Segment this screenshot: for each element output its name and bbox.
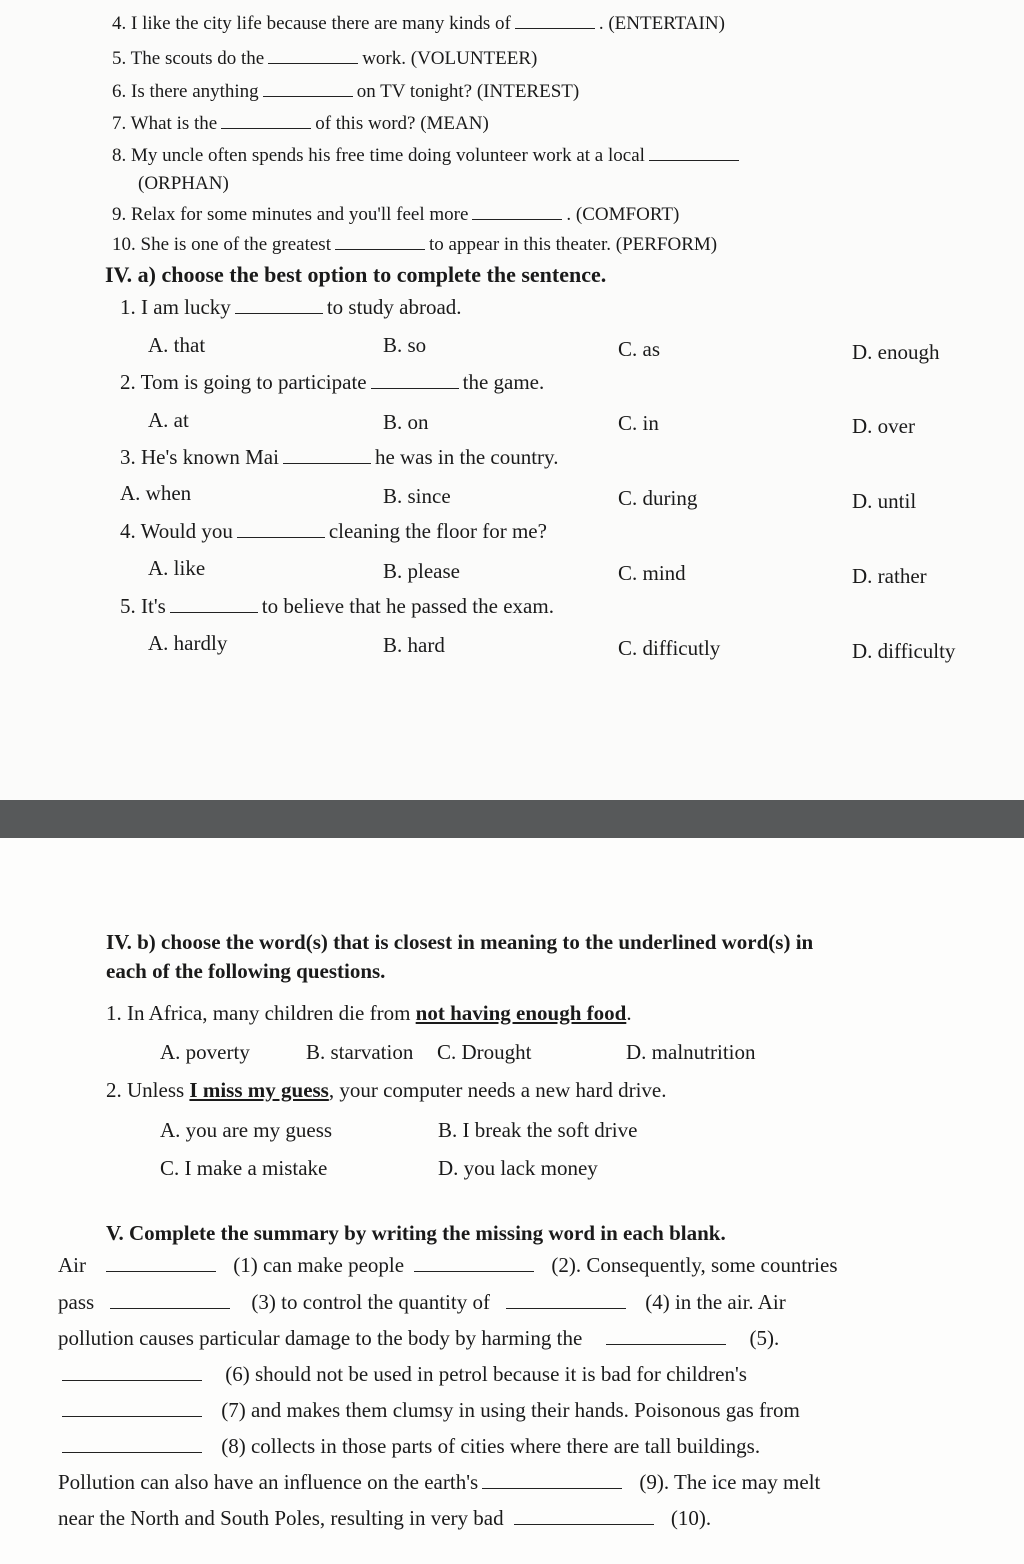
item-text: Relax for some minutes and you'll feel more (131, 204, 469, 225)
answer-blank[interactable] (170, 594, 258, 613)
item-text: . (ENTERTAIN) (598, 13, 725, 34)
option-a[interactable]: A. like (148, 556, 206, 580)
option-b[interactable]: B. on (383, 410, 429, 434)
option-c[interactable]: C. in (618, 411, 659, 435)
item-number: 6. (112, 81, 127, 102)
question-number: 2. (120, 370, 136, 394)
question-text: he was in the country. (374, 445, 559, 469)
answer-blank-5[interactable] (606, 1326, 726, 1345)
option-d[interactable]: D. rather (852, 564, 927, 588)
question-text: It's (141, 594, 166, 618)
section-heading-v: V. Complete the summary by writing the missing word in each blank. (106, 1221, 726, 1245)
answer-blank-9[interactable] (482, 1470, 622, 1489)
summary-text: (10). (670, 1506, 712, 1530)
summary-text: pass (58, 1290, 95, 1314)
section-heading-ivb-line2: each of the following questions. (106, 959, 386, 983)
item-number: 9. (112, 204, 127, 225)
question-number: 3. (120, 445, 136, 469)
summary-line-3 (58, 1326, 968, 1351)
summary-text: (6) should not be used in petrol because it is bad for children's (225, 1362, 747, 1386)
summary-line-2 (58, 1290, 968, 1315)
question-text: Tom is going to participate (140, 370, 367, 394)
option-b[interactable]: B. so (383, 333, 427, 357)
word-form-item-6 (112, 78, 579, 103)
option-d[interactable]: D. malnutrition (626, 1040, 756, 1064)
question-text: to study abroad. (326, 295, 462, 319)
synonym-question-1 (106, 1001, 632, 1026)
mc-question-2 (120, 370, 544, 395)
answer-blank[interactable] (472, 201, 562, 220)
answer-blank-1[interactable] (106, 1253, 216, 1272)
summary-text: (2). Consequently, some countries (551, 1253, 838, 1277)
item-text: What is the (130, 113, 218, 134)
answer-blank[interactable] (283, 445, 371, 464)
word-form-item-8 (112, 142, 743, 167)
question-text: In Africa, many children die from (127, 1001, 411, 1025)
option-a[interactable]: A. hardly (148, 631, 228, 655)
item-number: 10. (112, 234, 136, 255)
answer-blank-4[interactable] (506, 1290, 626, 1309)
question-text: Would you (140, 519, 233, 543)
item-text: . (COMFORT) (566, 204, 680, 225)
option-d[interactable]: D. difficulty (852, 639, 956, 663)
summary-text: (4) in the air. Air (645, 1290, 786, 1314)
option-b[interactable]: B. starvation (306, 1040, 414, 1064)
answer-blank[interactable] (335, 231, 425, 250)
word-form-item-7 (112, 110, 489, 135)
item-number: 7. (112, 113, 127, 134)
option-c[interactable]: C. I make a mistake (160, 1156, 328, 1180)
summary-text: Air (58, 1253, 86, 1277)
summary-text: Pollution can also have an influence on the earth's (58, 1470, 479, 1494)
question-number: 5. (120, 594, 136, 618)
item-number: 5. (112, 48, 127, 69)
question-number: 1. (120, 295, 136, 319)
question-text: the game. (462, 370, 545, 394)
mc-question-3 (120, 445, 558, 470)
item-text: work. (VOLUNTEER) (362, 48, 538, 69)
question-text: cleaning the floor for me? (328, 519, 547, 543)
summary-line-5 (58, 1398, 968, 1423)
option-c[interactable]: C. Drought (437, 1040, 532, 1064)
word-form-item-10 (112, 231, 717, 256)
summary-text: (3) to control the quantity of (251, 1290, 490, 1314)
question-text: I am lucky (141, 295, 231, 319)
summary-line-8 (58, 1506, 968, 1531)
option-c[interactable]: C. as (618, 337, 660, 361)
option-d[interactable]: D. enough (852, 340, 940, 364)
item-text: I like the city life because there are many kinds of (131, 13, 511, 34)
option-a[interactable]: A. that (148, 333, 206, 357)
summary-line-4 (58, 1362, 968, 1387)
summary-text: (1) can make people (233, 1253, 405, 1277)
option-a[interactable]: A. poverty (160, 1040, 250, 1064)
answer-blank[interactable] (649, 142, 739, 161)
section-heading-iva: IV. a) choose the best option to complete the sentence. (105, 262, 607, 287)
question-text: to believe that he passed the exam. (261, 594, 554, 618)
option-c[interactable]: C. difficutly (618, 636, 721, 660)
option-a[interactable]: A. you are my guess (160, 1118, 333, 1142)
question-text: . (626, 1001, 632, 1025)
answer-blank[interactable] (263, 78, 353, 97)
item-text: on TV tonight? (INTEREST) (356, 81, 580, 102)
item-text: to appear in this theater. (PERFORM) (428, 234, 718, 255)
option-b[interactable]: B. please (383, 559, 460, 583)
word-form-item-5 (112, 45, 537, 70)
option-b[interactable]: B. since (383, 484, 451, 508)
underlined-phrase: I miss my guess (189, 1078, 329, 1102)
underlined-phrase: not having enough food (415, 1001, 627, 1025)
option-b[interactable]: B. hard (383, 633, 445, 657)
mc-question-4 (120, 519, 547, 544)
answer-blank-3[interactable] (110, 1290, 230, 1309)
answer-blank-8[interactable] (62, 1434, 202, 1453)
summary-text: (8) collects in those parts of cities where there are tall buildings. (221, 1434, 761, 1458)
summary-line-7 (58, 1470, 968, 1495)
mc-question-5 (120, 594, 554, 619)
answer-blank[interactable] (221, 110, 311, 129)
option-c[interactable]: C. mind (618, 561, 686, 585)
option-d[interactable]: D. until (852, 489, 917, 513)
summary-line-6 (58, 1434, 968, 1459)
summary-text: (5). (749, 1326, 780, 1350)
question-text: , your computer needs a new hard drive. (328, 1078, 667, 1102)
question-text: He's known Mai (141, 445, 279, 469)
item-text: of this word? (MEAN) (315, 113, 489, 134)
option-a[interactable]: A. at (148, 408, 189, 432)
item-number: 4. (112, 13, 127, 34)
option-d[interactable]: D. over (852, 414, 915, 438)
word-form-item-8-cont: (ORPHAN) (138, 173, 229, 194)
option-d[interactable]: D. you lack money (438, 1156, 598, 1180)
worksheet-page-2 (0, 838, 1024, 1564)
question-number: 2. (106, 1078, 122, 1102)
summary-text: (9). The ice may melt (639, 1470, 821, 1494)
answer-blank-2[interactable] (414, 1253, 534, 1272)
question-text: Unless (127, 1078, 185, 1102)
item-text: Is there anything (131, 81, 259, 102)
summary-text: pollution causes particular damage to the body by harming the (58, 1326, 583, 1350)
option-c[interactable]: C. during (618, 486, 698, 510)
answer-blank[interactable] (268, 45, 358, 64)
answer-blank-10[interactable] (514, 1506, 654, 1525)
summary-text: near the North and South Poles, resulting in very bad (58, 1506, 504, 1530)
answer-blank[interactable] (237, 519, 325, 538)
answer-blank-6[interactable] (62, 1362, 202, 1381)
option-b[interactable]: B. I break the soft drive (438, 1118, 638, 1142)
item-text: My uncle often spends his free time doing volunteer work at a local (131, 145, 645, 166)
word-form-item-4 (112, 10, 725, 35)
summary-line-1 (58, 1253, 968, 1278)
question-number: 4. (120, 519, 136, 543)
mc-question-1 (120, 295, 462, 320)
option-a[interactable]: A. when (120, 481, 192, 505)
item-text: The scouts do the (130, 48, 265, 69)
answer-blank[interactable] (515, 10, 595, 29)
answer-blank[interactable] (235, 295, 323, 314)
item-text: She is one of the greatest (140, 234, 331, 255)
item-number: 8. (112, 145, 127, 166)
answer-blank-7[interactable] (62, 1398, 202, 1417)
word-form-item-9 (112, 201, 679, 226)
answer-blank[interactable] (371, 370, 459, 389)
synonym-question-2 (106, 1078, 667, 1103)
page-separator-band (0, 800, 1024, 838)
section-heading-ivb-line1: IV. b) choose the word(s) that is closest in meaning to the underlined word(s) in (106, 930, 814, 954)
question-number: 1. (106, 1001, 122, 1025)
summary-text: (7) and makes them clumsy in using their hands. Poisonous gas from (221, 1398, 800, 1422)
